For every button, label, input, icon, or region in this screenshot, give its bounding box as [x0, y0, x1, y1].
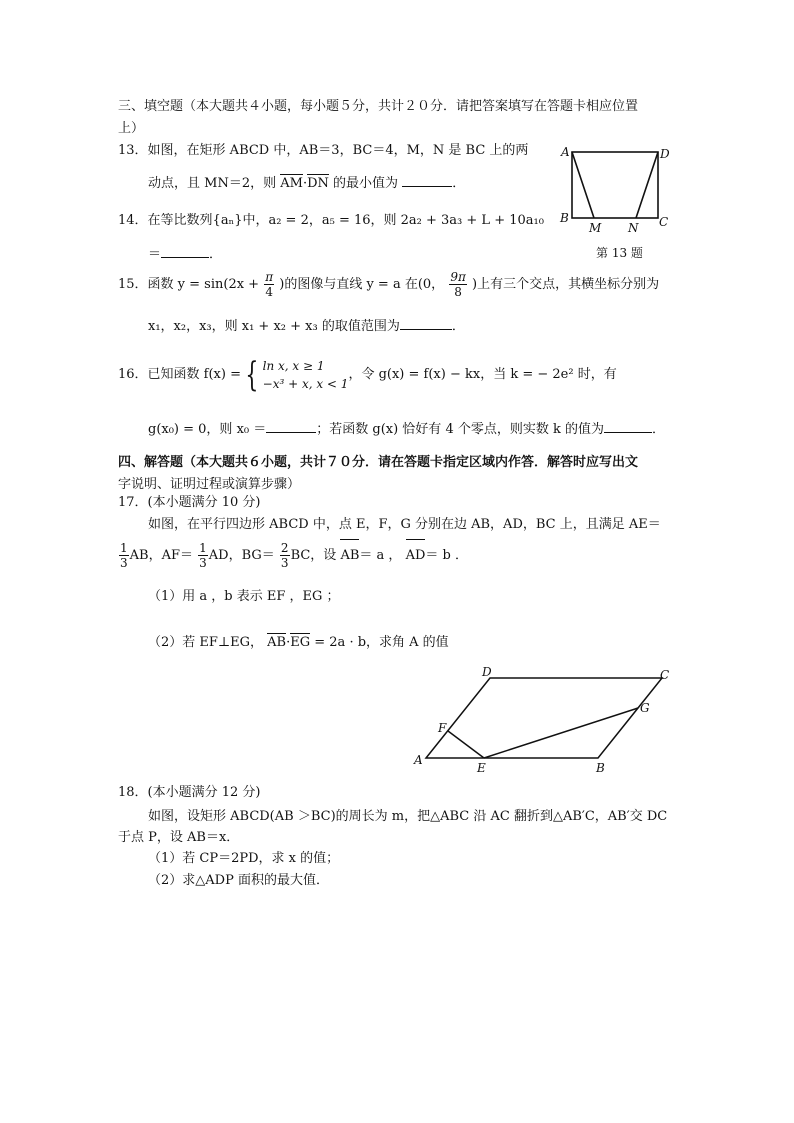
q16-line2-mid: ；若函数 g(x) 恰好有 4 个零点，则实数 k 的值为 — [316, 422, 604, 437]
frac-num: π — [265, 270, 274, 284]
section4-heading — [118, 452, 688, 496]
q17-eq-a: ＝ a ， — [359, 548, 402, 563]
frac-den: 3 — [199, 556, 207, 570]
answer-blank — [266, 418, 316, 433]
q13-caption: 第 13 题 — [596, 246, 643, 260]
q18-part1: （1）若 CP＝2PD，求 x 的值； — [148, 851, 340, 866]
period: ． — [209, 247, 223, 262]
label-d: D — [482, 665, 492, 679]
period: ． — [451, 319, 465, 334]
left-brace: { — [245, 355, 259, 395]
dot-product: · — [286, 635, 291, 650]
q15-post: )上有三个交点，其横坐标分别为 — [472, 277, 660, 292]
label-b: B — [596, 761, 605, 775]
vector-eg: EG — [290, 632, 310, 654]
answer-blank — [604, 418, 652, 433]
fraction-1-3 — [119, 541, 129, 570]
section3-heading-text: 三、填空题（本大题共４小题，每小题５分，共计２０分．请把答案填写在答题卡相应位置 — [118, 99, 639, 114]
q17-part1: （1）用 a ，b 表示 EF ，EG ； — [148, 589, 340, 604]
label-m: M — [589, 221, 602, 235]
q16-line2 — [148, 418, 665, 441]
label-d: D — [660, 147, 670, 161]
dot-product: · — [302, 176, 308, 191]
q17-line1: 如图，在平行四边形 ABCD 中，点 E，F，G 分别在边 AB，AD，BC 上，且满足 AE＝ — [148, 517, 661, 532]
q17-figure — [410, 664, 680, 780]
fraction-2-3 — [280, 541, 290, 570]
q13-line2-pre: 动点，且 MN＝2，则 — [148, 176, 277, 191]
rectangle-abcd — [572, 152, 658, 218]
section4-heading-text: 四、解答题（本大题共６小题，共计７０分．请在答题卡指定区域内作答．解答时应写出文 — [118, 455, 639, 470]
q18-line1: 如图，设矩形 ABCD(AB ＞BC)的周长为 m，把△ABC 沿 AC 翻折到△AB′C，AB′交 DC — [148, 809, 668, 824]
q15-mid: )的图像与直线 y = a 在(0， — [279, 277, 445, 292]
q15-line2 — [148, 315, 465, 338]
vector-dn: DN — [307, 173, 329, 195]
label-a: A — [414, 753, 423, 767]
vector-ab: AB — [340, 538, 359, 574]
label-e: E — [477, 761, 486, 775]
frac-num: 2 — [280, 541, 289, 555]
frac-num: 1 — [199, 541, 207, 555]
q14-line1: 14．在等比数列{aₙ}中，a₂ = 2，a₅ = 16，则 2a₂ + 3a₃ + L + 10a₁₀ — [118, 213, 544, 228]
q13-figure — [558, 140, 678, 236]
q17-part2-post: = 2a · b，求角 A 的值 — [314, 635, 449, 650]
answer-blank — [402, 172, 452, 187]
period: ． — [652, 422, 666, 437]
segment-eg — [484, 708, 638, 758]
q16-post: ，令 g(x) = f(x) − kx，当 k = − 2e² 时，有 — [348, 367, 617, 382]
period: ． — [452, 176, 466, 191]
q13-line2-post: 的最小值为 — [333, 176, 399, 191]
q14-line2 — [148, 243, 222, 266]
q14-line2-text: ＝ — [148, 247, 162, 262]
frac-den: 8 — [454, 285, 462, 299]
q16-pre: 16．已知函数 f(x) = — [118, 367, 241, 382]
q18-title: 18．(本小题满分 12 分) — [118, 785, 261, 800]
section3-heading — [118, 96, 678, 140]
answer-blank — [400, 315, 452, 330]
frac-den: 3 — [120, 556, 128, 570]
q17-t1: AB，AF＝ — [129, 548, 193, 563]
parallelogram-abcd — [426, 678, 662, 758]
q18-part2: （2）求△ADP 面积的最大值． — [148, 873, 329, 888]
label-g: G — [640, 701, 650, 715]
q17-part2-pre: （2）若 EF⊥EG， — [148, 635, 264, 650]
fraction-9pi-over-8 — [449, 270, 467, 299]
q16-line1 — [118, 352, 617, 398]
q13-line1: 13．如图，在矩形 ABCD 中，AB＝3，BC＝4，M，N 是 BC 上的两 — [118, 143, 529, 158]
q15-line1 — [118, 270, 659, 300]
vector-ad: AD — [406, 538, 426, 574]
q17-t3: BC，设 — [290, 548, 337, 563]
frac-num: 9π — [450, 270, 466, 284]
label-n: N — [628, 221, 639, 235]
label-f: F — [438, 721, 447, 735]
frac-num: 1 — [120, 541, 128, 555]
vector-ab: AB — [267, 632, 286, 654]
q15-line2-text: x₁，x₂，x₃，则 x₁ + x₂ + x₃ 的取值范围为 — [148, 319, 400, 334]
frac-den: 4 — [265, 285, 273, 299]
q17-eq-b: ＝ b ． — [425, 548, 468, 563]
frac-den: 3 — [280, 556, 289, 570]
piecewise-cases — [263, 357, 349, 393]
case-1: ln x, x ≥ 1 — [262, 359, 325, 373]
section3-heading-cont: 上） — [118, 121, 145, 136]
q18-line2: 于点 P，设 AB＝x． — [118, 830, 240, 845]
q17-title: 17．(本小题满分 10 分) — [118, 495, 261, 510]
vector-am: AM — [280, 173, 303, 195]
answer-blank — [161, 243, 209, 258]
section4-heading-cont: 字说明、证明过程或演算步骤） — [118, 477, 301, 492]
q15-pre: 15．函数 y = sin(2x + — [118, 277, 260, 292]
q17-t2: AD，BG＝ — [208, 548, 275, 563]
segment-fe — [448, 731, 484, 758]
q17-line2 — [118, 538, 468, 574]
case-2: −x³ + x, x < 1 — [262, 377, 349, 391]
q17-part2 — [148, 632, 449, 654]
label-b: B — [560, 211, 569, 225]
segment-dn — [636, 152, 658, 218]
segment-am — [572, 152, 594, 218]
q13-line2 — [148, 172, 465, 195]
fraction-pi-over-4 — [264, 270, 274, 299]
label-c: C — [660, 668, 670, 682]
label-a: A — [561, 145, 570, 159]
q16-line2-pre: g(x₀) = 0，则 x₀ ＝ — [148, 422, 267, 437]
label-c: C — [659, 215, 669, 229]
fraction-1-3 — [198, 541, 208, 570]
